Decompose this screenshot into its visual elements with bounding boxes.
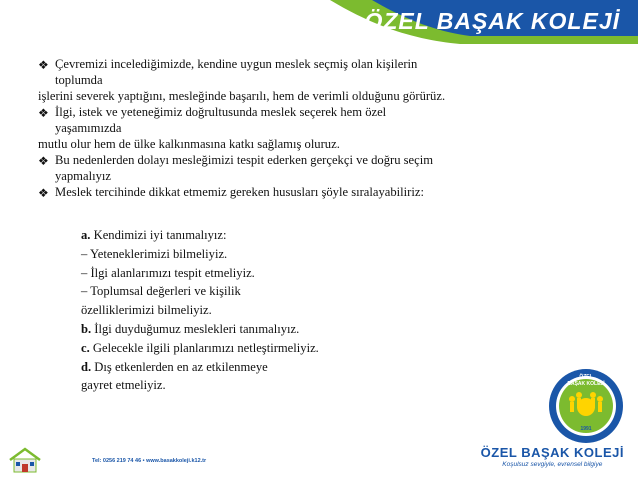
- house-icon: [8, 446, 42, 474]
- top-banner: [0, 0, 638, 50]
- diamond-bullet-icon: ❖: [38, 58, 49, 72]
- bullet-text: Çevremizi incelediğimizde, kendine uygun meslek seçmiş olan kişilerin: [55, 57, 418, 71]
- list-letter: a.: [81, 228, 91, 242]
- list-text: İlgi duyduğumuz meslekleri tanımalıyız.: [91, 321, 300, 336]
- list-item: – İlgi alanlarımızı tespit etmeliyiz.: [81, 265, 255, 280]
- bullet-item: [38, 152, 578, 168]
- bullet-text: Bu nedenlerden dolayı mesleğimizi tespit ederken gerçekçi ve doğru seçim: [55, 153, 434, 167]
- banner-logo-text: ÖZEL BAŞAK KOLEJİ: [364, 8, 620, 34]
- emblem-top-text: ÖZEL: [579, 374, 593, 380]
- list-item: [81, 358, 421, 377]
- list-item: özelliklerimizi bilmeliyiz.: [81, 303, 212, 318]
- list-item: – Yeteneklerimizi bilmeliyiz.: [81, 246, 228, 261]
- emblem-year: 1991: [580, 426, 592, 432]
- bullet-text-continuation: toplumda: [55, 73, 103, 87]
- bullet-text: İlgi, istek ve yeteneğimiz doğrultusunda meslek seçerek hem özel: [55, 105, 387, 119]
- bullet-text-continuation: işlerini severek yaptığını, mesleğinde başarılı, hem de verimli olduğunu görürüz.: [38, 89, 446, 103]
- diamond-bullet-icon: ❖: [38, 106, 49, 120]
- bullet-text-continuation: mutlu olur hem de ülke kalkınmasına katkı sağlamış oluruz.: [38, 137, 340, 151]
- list-letter: c.: [81, 340, 90, 355]
- list-item: [81, 226, 421, 245]
- list-text: Gelecekle ilgili planlarımızı netleştirmeliyiz.: [89, 340, 319, 355]
- footer-brand: [481, 445, 624, 468]
- footer-school-name: ÖZEL BAŞAK KOLEJİ: [480, 445, 624, 460]
- bullet-item: [38, 184, 578, 200]
- list-text: Dış etkenlerden en az etkilenmeye: [91, 359, 268, 374]
- list-text: Kendimizi iyi tanımalıyız:: [90, 228, 227, 242]
- list-item: [81, 339, 421, 358]
- list-item: – Toplumsal değerleri ve kişilik: [81, 284, 241, 299]
- bullet-item: [38, 104, 578, 120]
- list-item: [81, 320, 421, 339]
- criteria-list: [81, 226, 421, 395]
- bullet-text-continuation: yaşamımızda: [55, 121, 122, 135]
- bullet-text: Meslek tercihinde dikkat etmemiz gereken hususları şöyle sıralayabiliriz:: [55, 185, 424, 199]
- list-letter: d.: [81, 359, 92, 374]
- diamond-bullet-icon: ❖: [38, 154, 49, 168]
- bullet-text-continuation: yapmalıyız: [55, 169, 111, 183]
- list-letter: b.: [81, 321, 92, 336]
- emblem-ring-text: BAŞAK KOLEJİ: [567, 381, 605, 387]
- footer-contact: Tel: 0256 219 74 46 • www.basakkoleji.k12.tr: [92, 458, 207, 464]
- main-content: [38, 56, 578, 200]
- list-item: gayret etmeliyiz.: [81, 378, 166, 393]
- school-emblem-icon: [547, 367, 625, 445]
- bullet-item: [38, 56, 578, 72]
- footer-slogan: Koşulsuz sevgiyle, evrensel bilgiye: [502, 461, 603, 468]
- diamond-bullet-icon: ❖: [38, 186, 49, 200]
